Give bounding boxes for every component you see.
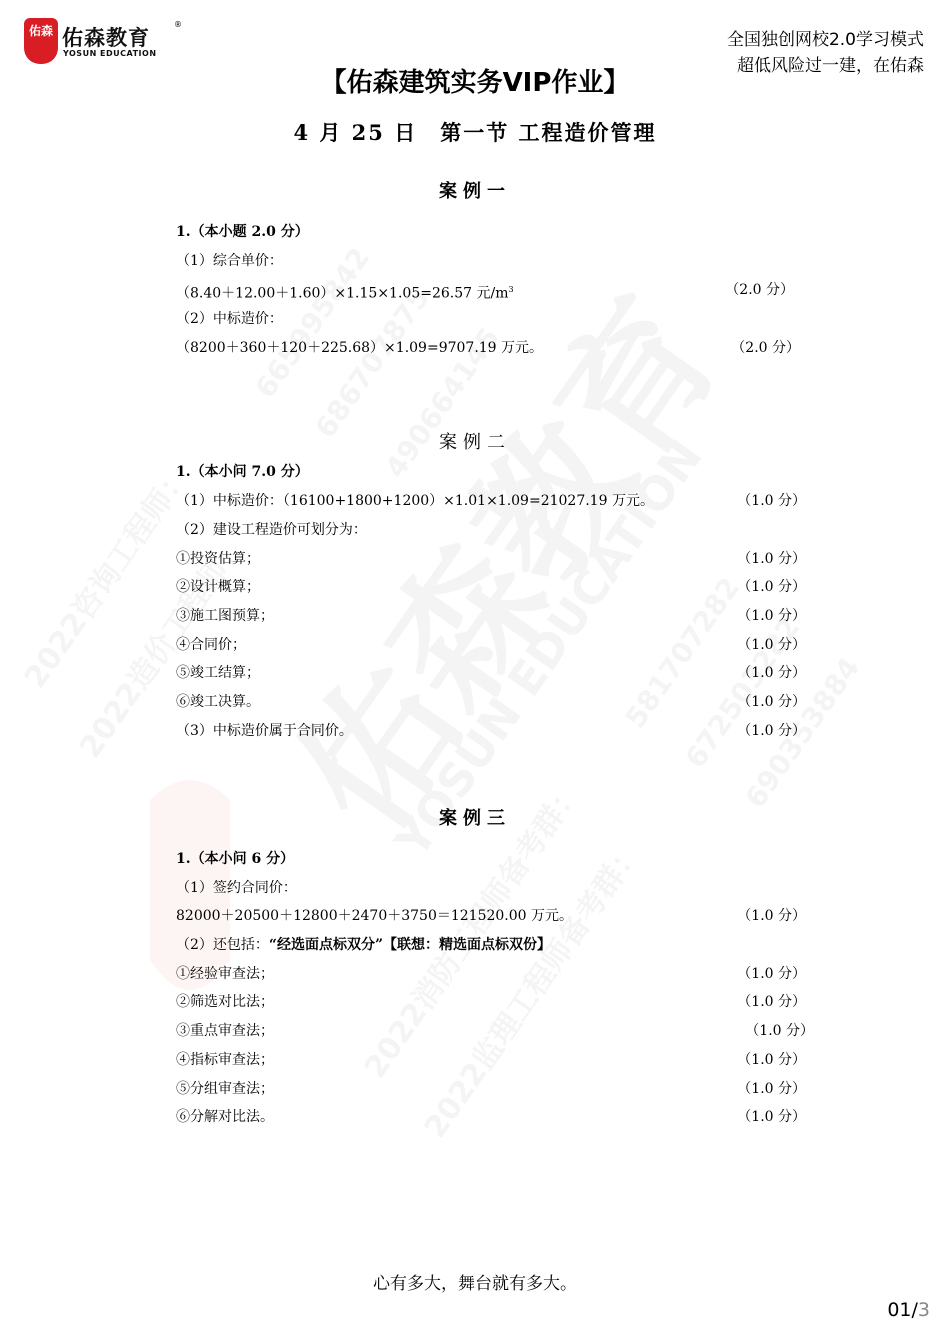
points: （1.0 分） — [737, 723, 806, 739]
list-item — [176, 661, 806, 685]
registered-mark: ® — [174, 20, 182, 29]
item-text: ⑥竣工决算。 — [176, 694, 260, 710]
points: （1.0 分） — [737, 551, 806, 567]
points: （1.0 分） — [737, 908, 806, 924]
points: （1.0 分） — [737, 1081, 806, 1097]
question-heading — [176, 847, 806, 871]
logo-english: YOSUN EDUCATION — [63, 49, 157, 58]
question-heading — [176, 460, 806, 484]
superscript: 3 — [508, 285, 514, 294]
item-text: ③施工图预算； — [176, 608, 274, 624]
page-total: 3 — [917, 1299, 930, 1321]
list-item — [176, 633, 806, 657]
list-item — [176, 1019, 814, 1043]
list-item — [176, 1105, 806, 1129]
points: （1.0 分） — [737, 579, 806, 595]
page-number — [887, 1299, 930, 1321]
item-text: ⑤分组审查法； — [176, 1081, 274, 1097]
item-text: ①投资估算； — [176, 551, 260, 567]
list-item — [176, 547, 806, 571]
logo — [24, 18, 182, 68]
points: （1.0 分） — [737, 694, 806, 710]
logo-name: 佑森教育 — [62, 26, 150, 50]
list-item — [176, 690, 806, 714]
answer-text: （1）综合单价： — [176, 253, 283, 269]
list-item — [176, 575, 806, 599]
answer-line — [176, 278, 806, 302]
points: （1.0 分） — [737, 608, 806, 624]
watermark-line — [18, 459, 198, 695]
answer-text: （1）中标造价：（16100+1800+1200）×1.01×1.09=21027.19 万元。 — [176, 493, 654, 509]
footer-quote: 心有多大，舞台就有多大。 — [373, 1274, 577, 1294]
answer-line — [176, 249, 806, 273]
answer-text: （2）还包括：“经选面点标双分”【联想：精选面点标双份】 — [176, 937, 552, 953]
points: （1.0 分） — [737, 637, 806, 653]
answer-text: （8.40＋12.00＋1.60）×1.15×1.05=26.57 元$/m^3$ — [176, 285, 514, 302]
points: （2.0 分） — [731, 340, 800, 356]
document-title: 【佑森建筑实务VIP作业】 — [320, 68, 630, 98]
answer-text: （8200＋360＋120＋225.68）×1.09=9707.19 万元。 — [176, 340, 544, 356]
question-label: 1.（本小问 7.0 分） — [176, 464, 309, 480]
logo-badge: 佑森 — [24, 18, 58, 64]
slogan-line: 超低风险过一建，在佑森 — [737, 56, 924, 76]
item-text: ③重点审查法； — [176, 1023, 274, 1039]
item-text: ④合同价； — [176, 637, 246, 653]
item-text: ④指标审查法； — [176, 1052, 274, 1068]
answer-text: （2）中标造价： — [176, 311, 283, 327]
list-item — [176, 962, 806, 986]
list-item — [176, 990, 806, 1014]
slogan-line: 全国独创网校2.0学习模式 — [726, 30, 924, 50]
answer-line — [176, 336, 806, 360]
section-subtitle: 4 月 25 日 第一节 工程造价管理 — [293, 120, 657, 145]
answer-text: （3）中标造价属于合同价。 — [176, 723, 353, 739]
points: （1.0 分） — [737, 665, 806, 681]
answer-text: （1）签约合同价： — [176, 880, 297, 896]
item-text: ⑥分解对比法。 — [176, 1109, 274, 1125]
points: （1.0 分） — [737, 994, 806, 1010]
answer-text: 82000＋20500＋12800＋2470＋3750＝121520.00 万元。 — [176, 908, 574, 924]
points: （1.0 分） — [745, 1023, 814, 1039]
answer-line — [176, 904, 806, 928]
question-label: 1.（本小问 6 分） — [176, 851, 295, 867]
list-item — [176, 1048, 806, 1072]
item-text: ②筛选对比法； — [176, 994, 274, 1010]
points: （1.0 分） — [737, 966, 806, 982]
answer-line — [176, 719, 806, 743]
case-title: 案例一 — [439, 181, 511, 202]
answer-text: （2）建设工程造价可划分为： — [176, 522, 367, 538]
list-item — [176, 1077, 806, 1101]
case-title: 案例二 — [439, 432, 511, 453]
answer-line — [176, 933, 806, 957]
answer-line — [176, 876, 806, 900]
page-current: 01/ — [887, 1299, 918, 1321]
item-text: ①经验审查法； — [176, 966, 274, 982]
answer-line — [176, 307, 806, 331]
points: （2.0 分） — [725, 282, 794, 298]
item-text: ⑤竣工结算； — [176, 665, 260, 681]
item-text: ②设计概算； — [176, 579, 260, 595]
points: （1.0 分） — [737, 493, 806, 509]
answer-line — [176, 489, 806, 513]
watermark-line — [309, 281, 437, 444]
mnemonic: “经选面点标双分”【联想：精选面点标双份】 — [268, 937, 552, 953]
question-label: 1.（本小题 2.0 分） — [176, 224, 309, 240]
points: （1.0 分） — [737, 1109, 806, 1125]
case-title: 案例三 — [439, 808, 511, 829]
list-item — [176, 604, 806, 628]
question-heading — [176, 220, 806, 244]
points: （1.0 分） — [737, 1052, 806, 1068]
answer-line — [176, 518, 806, 542]
